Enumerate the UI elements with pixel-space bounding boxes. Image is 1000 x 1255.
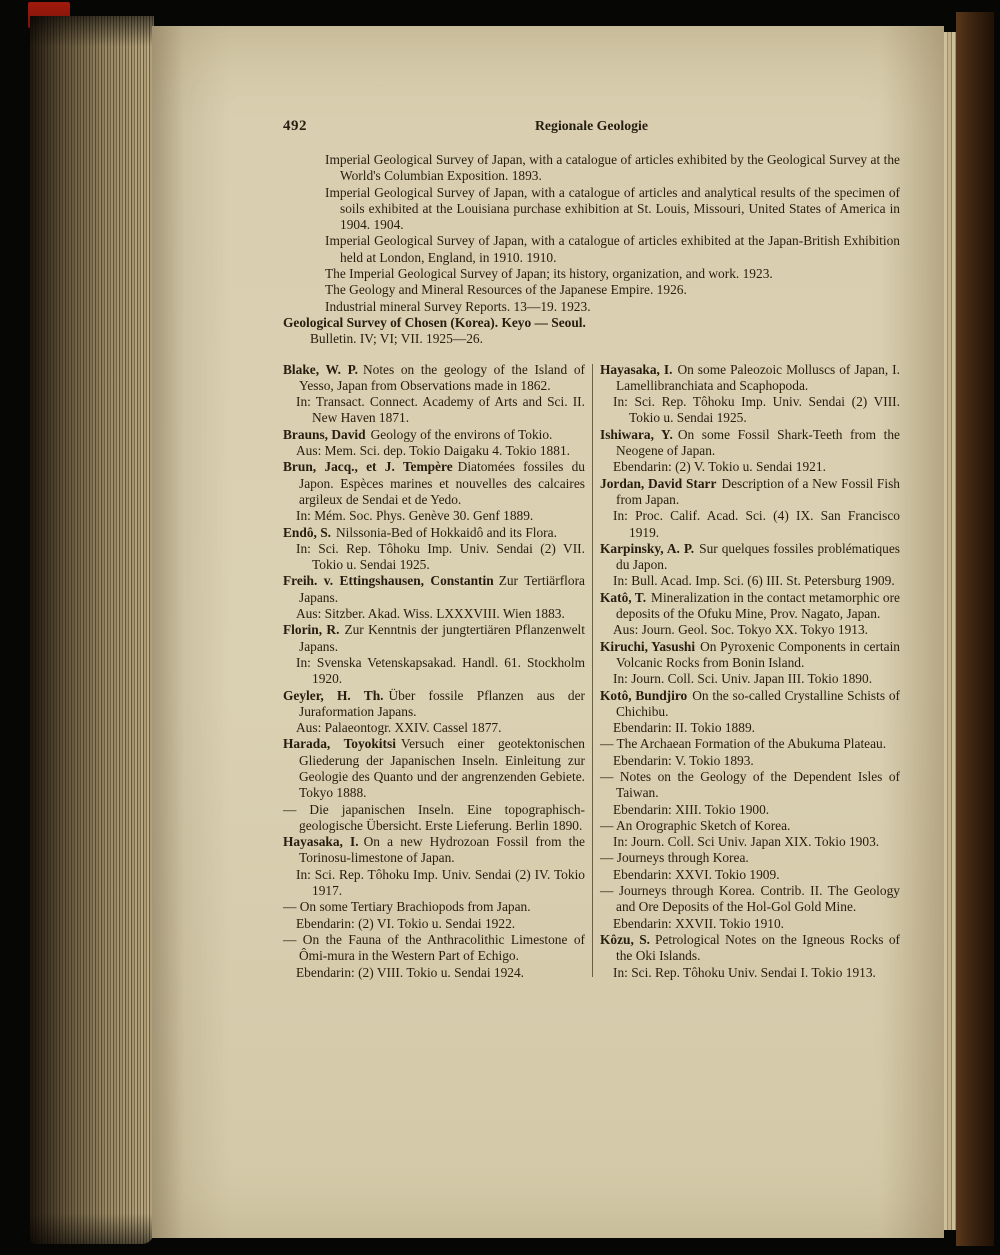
bib-entry: — Journeys through Korea. Contrib. II. The Geology and Ore Deposits of the Hol-Gol Gold Mine. [600, 883, 900, 915]
bib-entry: Geyler, H. Th. Über fossile Pflanzen aus der Juraformation Japans. [283, 687, 585, 719]
book-page [152, 26, 944, 1238]
bib-entry: Brun, Jacq., et J. Tempère Diatomées fossiles du Japon. Espèces marines et nouvelles des calcaires argileux de Sendai et de Yedo. [283, 459, 585, 507]
column-divider [592, 364, 593, 977]
page-content [152, 26, 944, 981]
bib-entry: Kotô, Bundjiro On the so-called Crystalline Schists of Chichibu. [600, 687, 900, 719]
bib-entry: In: Svenska Vetenskapsakad. Handl. 61. Stockholm 1920. [296, 654, 585, 687]
author-name: Brun, Jacq., et J. Tempère [283, 459, 453, 475]
bib-entry: In: Transact. Connect. Academy of Arts and Sci. II. New Haven 1871. [296, 394, 585, 426]
bib-entry: Ebendarin: XXVII. Tokio 1910. [613, 915, 785, 931]
bib-entry: In: Sci. Rep. Tôhoku Univ. Sendai I. Tokio 1913. [613, 964, 876, 980]
page-header [283, 118, 900, 138]
author-name: Hayasaka, I. [283, 834, 359, 850]
bib-entry: — On the Fauna of the Anthracolithic Limestone of Ômi-mura in the Western Part of Echigo. [283, 931, 585, 964]
bib-entry: The Geology and Mineral Resources of the Japanese Empire. 1926. [325, 282, 687, 298]
left-page-stack-edge [30, 16, 154, 1244]
bib-entry: — Journeys through Korea. [600, 850, 749, 866]
bib-entry: In: Mém. Soc. Phys. Genève 30. Genf 1889. [296, 508, 534, 524]
bib-entry: Ebendarin: XXVI. Tokio 1909. [613, 866, 780, 882]
bib-entry: — On some Tertiary Brachiopods from Japan. [283, 899, 531, 915]
bib-entry: — Notes on the Geology of the Dependent Isles of Taiwan. [600, 768, 900, 801]
bibliography-columns [283, 362, 900, 981]
bib-entry: Freih. v. Ettingshausen, Constantin Zur Tertiärflora Japans. [283, 573, 585, 605]
author-name: Karpinsky, A. P. [600, 540, 695, 556]
bib-entry: In: Bull. Acad. Imp. Sci. (6) III. St. Petersburg 1909. [613, 573, 895, 589]
author-name: Blake, W. P. [283, 361, 358, 377]
bib-entry: Ebendarin: V. Tokio 1893. [613, 752, 754, 768]
bib-entry: In: Journ. Coll. Sci. Univ. Japan III. Tokio 1890. [613, 671, 873, 687]
column-right [600, 362, 900, 981]
bib-entry: Industrial mineral Survey Reports. 13—19. 1923. [325, 298, 591, 314]
bib-entry: Bulletin. IV; VI; VII. 1925—26. [310, 331, 483, 347]
page-number: 492 [283, 118, 307, 134]
bib-entry: Imperial Geological Survey of Japan, with a catalogue of articles exhibited by the Geological Survey at the World's Columbian Exposition. 1893. [325, 152, 900, 184]
author-name: Florin, R. [283, 622, 340, 638]
bib-entry: Kiruchi, Yasushi On Pyroxenic Components in certain Volcanic Rocks from Bonin Island. [600, 638, 900, 670]
author-name: Harada, Toyokitsi [283, 736, 396, 752]
bib-entry: Ebendarin: (2) V. Tokio u. Sendai 1921. [613, 459, 826, 475]
bib-entry: Ishiwara, Y. On some Fossil Shark-Teeth from the Neogene of Japan. [600, 426, 900, 459]
bib-entry: In: Journ. Coll. Sci Univ. Japan XIX. Tokio 1903. [613, 834, 880, 850]
running-title: Regionale Geologie [534, 118, 649, 133]
author-name: Kiruchi, Yasushi [600, 638, 696, 654]
author-name: Katô, T. [600, 589, 647, 605]
bib-entry: Aus: Mem. Sci. dep. Tokio Daigaku 4. Tokio 1881. [296, 443, 570, 459]
intro-section [283, 152, 900, 348]
bib-entry: Katô, T. Mineralization in the contact metamorphic ore deposits of the Ofuku Mine, Prov. Nagato, Japan. [600, 589, 900, 622]
author-name: Kotô, Bundjiro [600, 687, 688, 703]
book-cover-right [956, 12, 994, 1246]
bib-entry: — An Orographic Sketch of Korea. [600, 817, 791, 833]
bib-entry: Jordan, David Starr Description of a New Fossil Fish from Japan. [600, 475, 900, 507]
author-name: Kôzu, S. [600, 931, 651, 947]
bib-entry: Kôzu, S. Petrological Notes on the Igneous Rocks of the Oki Islands. [600, 931, 900, 964]
bib-entry: Aus: Sitzber. Akad. Wiss. LXXXVIII. Wien 1883. [296, 606, 565, 622]
bib-entry: Brauns, David Geology of the environs of Tokio. [283, 426, 553, 442]
bib-entry: Harada, Toyokitsi Versuch einer geotektonischen Gliederung der Japanischen Inseln. Einleitung zur Geologie des Quanto und der angrenzenden Gebiete. Tokyo 1888. [283, 736, 585, 801]
bib-entry: Ebendarin: (2) VI. Tokio u. Sendai 1922. [296, 915, 516, 931]
author-name: Brauns, David [283, 426, 366, 442]
author-name: Hayasaka, I. [600, 361, 673, 377]
author-name: Geyler, H. Th. [283, 687, 384, 703]
bib-entry: Imperial Geological Survey of Japan, with a catalogue of articles and analytical results of the specimen of soils exhibited at the Louisiana purchase exhibition at St. Louis, Missouri, United States of America in 1904. 1904. [325, 184, 900, 233]
bib-entry: Endô, S. Nilssonia-Bed of Hokkaidô and its Flora. [283, 524, 557, 540]
bib-entry: Aus: Journ. Geol. Soc. Tokyo XX. Tokyo 1913. [613, 622, 869, 638]
bib-entry: Ebendarin: XIII. Tokio 1900. [613, 801, 770, 817]
author-name: Ishiwara, Y. [600, 426, 673, 442]
bib-entry: Florin, R. Zur Kenntnis der jungtertiären Pflanzenwelt Japans. [283, 622, 585, 654]
bib-entry: Hayasaka, I. On a new Hydrozoan Fossil from the Torinosu-limestone of Japan. [283, 834, 585, 866]
bib-entry [283, 315, 900, 331]
bib-entry: In: Sci. Rep. Tôhoku Imp. Univ. Sendai (2) VII. Tokio u. Sendai 1925. [296, 540, 585, 573]
right-page-edges [944, 32, 956, 1230]
bib-entry: Imperial Geological Survey of Japan, with a catalogue of articles exhibited at the Japan-British Exhibition held at London, England, in 1910. 1910. [325, 233, 900, 265]
author-name: Endô, S. [283, 524, 332, 540]
bib-entry: In: Proc. Calif. Acad. Sci. (4) IX. San Francisco 1919. [613, 508, 900, 540]
bib-entry: The Imperial Geological Survey of Japan; its history, organization, and work. 1923. [325, 266, 773, 282]
author-name: Jordan, David Starr [600, 475, 717, 491]
bib-entry: Karpinsky, A. P. Sur quelques fossiles problématiques du Japon. [600, 540, 900, 573]
bib-entry: — The Archaean Formation of the Abukuma Plateau. [600, 736, 887, 752]
bib-entry: In: Sci. Rep. Tôhoku Imp. Univ. Sendai (2) IV. Tokio 1917. [296, 866, 585, 899]
author-name: Freih. v. Ettingshausen, Constantin [283, 573, 494, 589]
bib-entry: Ebendarin: (2) VIII. Tokio u. Sendai 1924. [296, 964, 525, 980]
bib-entry: Aus: Palaeontogr. XXIV. Cassel 1877. [296, 720, 502, 736]
bib-entry: Blake, W. P. Notes on the geology of the Island of Yesso, Japan from Observations made in 1862. [283, 361, 585, 393]
bib-entry: In: Sci. Rep. Tôhoku Imp. Univ. Sendai (2) VIII. Tokio u. Sendai 1925. [613, 394, 900, 426]
author-name: Geological Survey of Chosen (Korea). Keyo — Seoul. [283, 314, 586, 330]
bib-entry: Ebendarin: II. Tokio 1889. [613, 720, 755, 736]
bib-entry: Hayasaka, I. On some Paleozoic Molluscs of Japan, I. Lamellibranchiata and Scaphopoda. [600, 361, 900, 393]
column-left [283, 362, 585, 981]
bib-entry: — Die japanischen Inseln. Eine topographisch-geologische Übersicht. Erste Lieferung. Berlin 1890. [283, 801, 585, 833]
